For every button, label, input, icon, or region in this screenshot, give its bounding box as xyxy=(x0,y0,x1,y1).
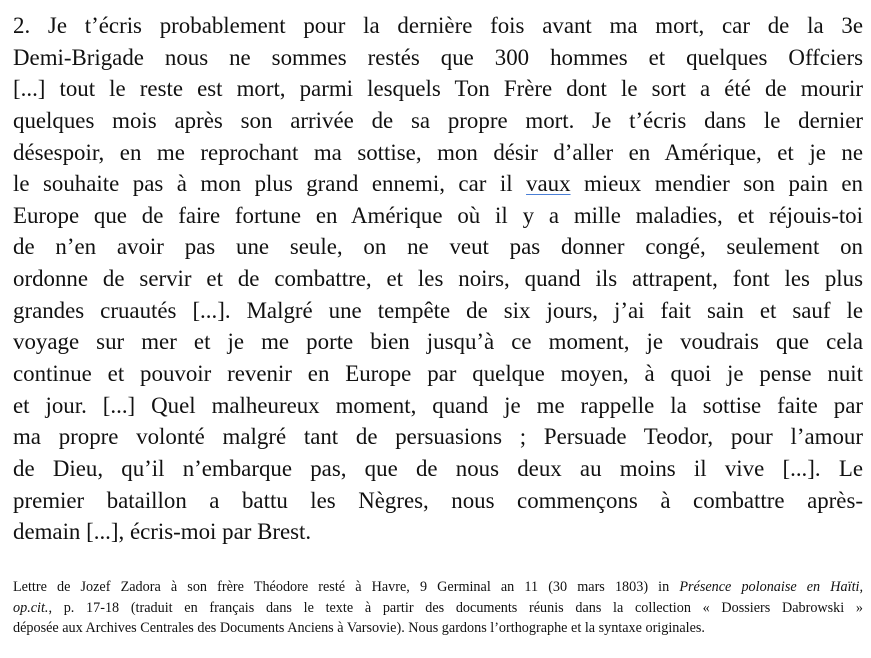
letter-line: [...] tout le reste est mort, parmi lesquels Ton Frère dont le sort a été de mourir xyxy=(13,76,863,102)
letter-line: 2. Je t’écris probablement pour la dernière fois avant ma mort, car de la 3e xyxy=(13,13,863,38)
letter-line-segment: le souhaite pas à mon plus grand ennemi, car il xyxy=(13,171,513,197)
letter-line: premier bataillon a battu les Nègres, nous commençons à combattre après- xyxy=(13,487,863,513)
citation-text: Lettre de Jozef Zadora à son frère Théodore resté à Havre, 9 Germinal an 11 (30 mars 1803) in xyxy=(13,579,680,595)
citation-line: déposée aux Archives Centrales des Documents Anciens à Varsovie). Nous gardons l’orthographe et la syntaxe originales. xyxy=(13,620,705,637)
letter-line: ordonne de servir et de combattre, et les noirs, quand ils attrapent, font les plus xyxy=(13,266,863,292)
letter-line-segment: mieux mendier son pain en xyxy=(584,171,863,197)
letter-line: et jour. [...] Quel malheureux moment, quand je me rappelle la sottise faite par xyxy=(13,392,863,418)
letter-line: désespoir, en me reprochant ma sottise, mon désir d’aller en Amérique, et je ne xyxy=(13,139,863,165)
citation-line xyxy=(13,577,863,598)
letter-line xyxy=(13,168,863,200)
letter-line: voyage sur mer et je me porte bien jusqu’à ce moment, je voudrais que cela xyxy=(13,329,863,355)
letter-line: de n’en avoir pas une seule, on ne veut pas donner congé, seulement on xyxy=(13,234,863,260)
source-citation xyxy=(13,577,863,639)
letter-line: Demi-Brigade nous ne sommes restés que 300 hommes et quelques Offciers xyxy=(13,44,863,70)
letter-line: grandes cruautés [...]. Malgré une tempête de six jours, j’ai fait sain et sauf le xyxy=(13,297,863,323)
citation-text: , p. 17-18 (traduit en français dans le texte à partir des documents réunis dans la collection « Dossiers Dabrowski » xyxy=(48,599,863,616)
letter-line: demain [...], écris-moi par Brest. xyxy=(13,519,312,545)
letter-line: quelques mois après son arrivée de sa propre mort. Je t’écris dans le dernier xyxy=(13,107,863,133)
letter-line: Europe que de faire fortune en Amérique où il y a mille maladies, et réjouis-toi xyxy=(13,202,863,228)
letter-body xyxy=(13,10,863,548)
letter-line: ma propre volonté malgré tant de persuasions ; Persuade Teodor, pour l’amour xyxy=(13,424,863,450)
letter-line: de Dieu, qu’il n’embarque pas, que de nous deux au moins il vive [...]. Le xyxy=(13,455,863,481)
book-title: Présence polonaise en Haïti, xyxy=(679,579,863,595)
spelling-underlined-word: vaux xyxy=(526,171,571,197)
citation-line xyxy=(13,598,863,619)
letter-line: continue et pouvoir revenir en Europe par quelque moyen, à quoi je pense nuit xyxy=(13,361,863,387)
op-cit: op.cit. xyxy=(13,599,49,616)
